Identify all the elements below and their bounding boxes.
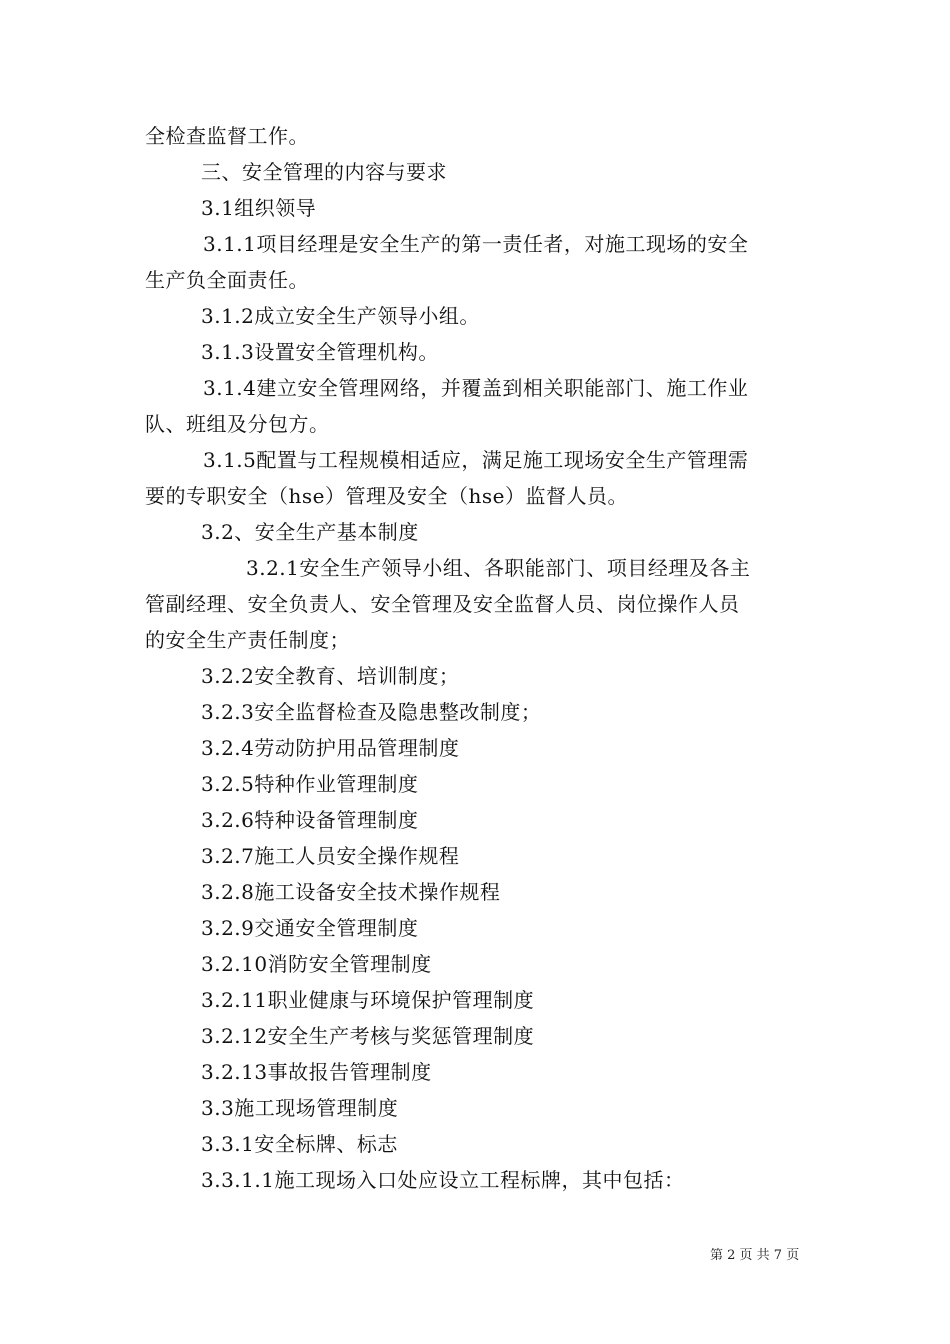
list-item: 3.2.6特种设备管理制度 [201,808,419,832]
subsection-heading: 3.2、安全生产基本制度 [201,520,419,544]
text-line: 3.1.4建立安全管理网络，并覆盖到相关职能部门、施工作业 [203,376,749,400]
text-line: 3.1.2成立安全生产领导小组。 [201,304,480,328]
text-line: 3.1.1项目经理是安全生产的第一责任者，对施工现场的安全 [203,232,749,256]
text-line: 3.3.1.1施工现场入口处应设立工程标牌，其中包括： [201,1168,685,1192]
text-line: 全检查监督工作。 [145,124,309,148]
list-item: 3.2.2安全教育、培训制度； [201,664,460,688]
text-line: 要的专职安全（hse）管理及安全（hse）监督人员。 [145,484,628,508]
list-item: 3.2.9交通安全管理制度 [201,916,419,940]
list-item: 3.2.11职业健康与环境保护管理制度 [201,988,535,1012]
text-line: 的安全生产责任制度； [145,628,350,652]
list-item: 3.2.8施工设备安全技术操作规程 [201,880,501,904]
text-line: 3.1.5配置与工程规模相适应，满足施工现场安全生产管理需 [203,448,749,472]
list-item: 3.2.5特种作业管理制度 [201,772,419,796]
list-item: 3.2.12安全生产考核与奖惩管理制度 [201,1024,535,1048]
subsection-heading: 3.1组织领导 [201,196,317,220]
list-item: 3.2.13事故报告管理制度 [201,1060,432,1084]
section-heading: 三、安全管理的内容与要求 [201,160,447,184]
list-item: 3.2.10消防安全管理制度 [201,952,432,976]
subsection-heading: 3.3.1安全标牌、标志 [201,1132,398,1156]
text-line: 3.2.1安全生产领导小组、各职能部门、项目经理及各主 [246,556,751,580]
document-body [145,118,810,1198]
list-item: 3.2.7施工人员安全操作规程 [201,844,460,868]
list-item: 3.2.3安全监督检查及隐患整改制度； [201,700,542,724]
subsection-heading: 3.3施工现场管理制度 [201,1096,399,1120]
text-line: 生产负全面责任。 [145,268,309,292]
list-item: 3.2.4劳动防护用品管理制度 [201,736,460,760]
text-line: 管副经理、安全负责人、安全管理及安全监督人员、岗位操作人员 [145,592,740,616]
text-line: 队、班组及分包方。 [145,412,330,436]
text-line: 3.1.3设置安全管理机构。 [201,340,439,364]
page-number: 第 2 页 共 7 页 [710,1248,800,1263]
